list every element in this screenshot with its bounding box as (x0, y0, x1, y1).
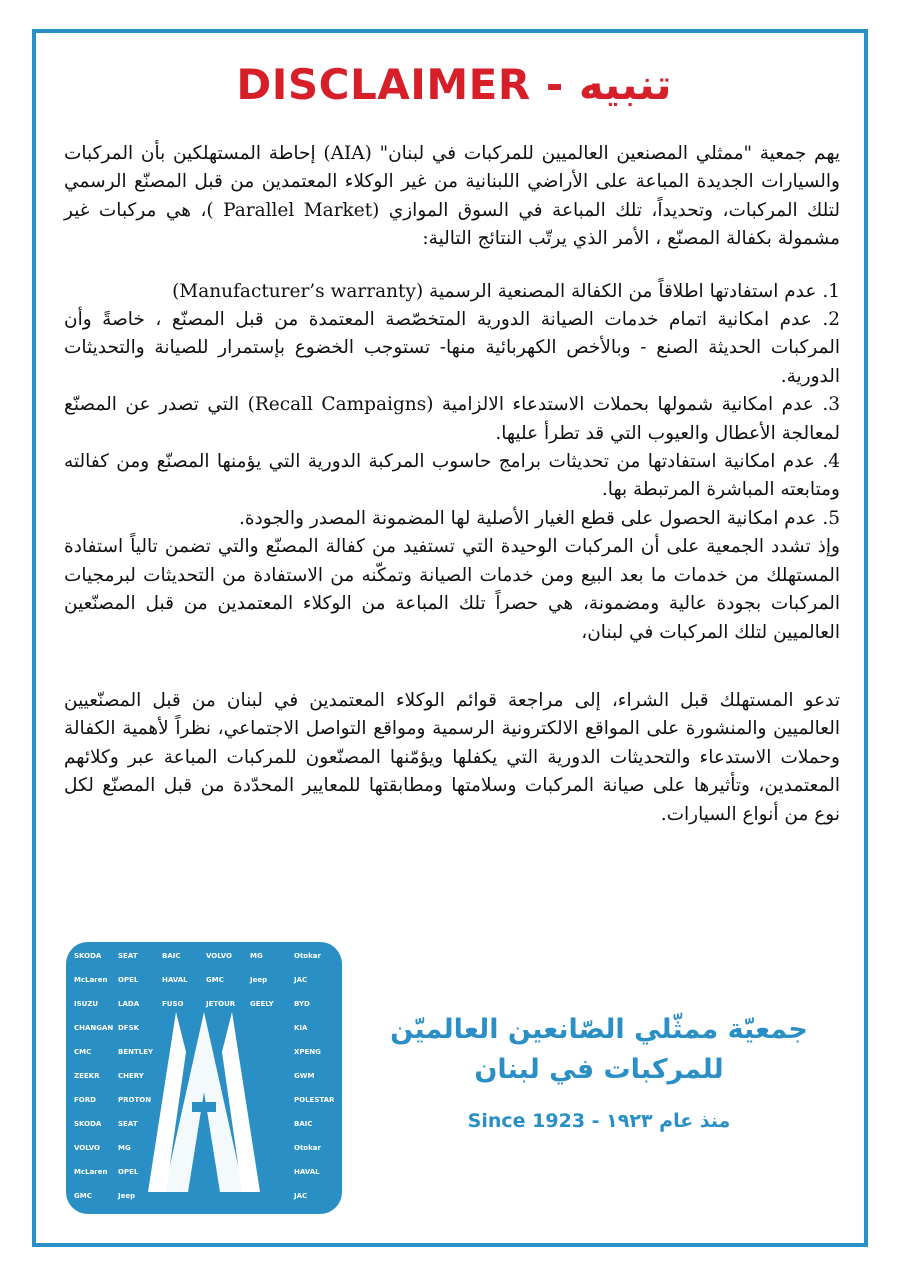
brand-logo: SKODA (74, 952, 102, 960)
brand-logo: GMC (74, 1192, 92, 1200)
org-since: Since 1923 - منذ عام ١٩٢٣ (467, 1110, 731, 1132)
brand-logo: FORD (74, 1096, 96, 1104)
brand-logo: BENTLEY (118, 1048, 154, 1056)
intro-paragraph: يهم جمعية "ممثلي المصنعين العالميين للمركبات في لبنان" (AIA) إحاطة المستهلكين بأن المركبات والسيارات الجديدة المباعة على الأراضي اللبنانية من غير الوكلاء المعتمدين من قبل المصنّع الرسمي لتلك المركبات، وتحديداً، تلك المباعة في السوق الموازي (Parallel Market )، هي مركبات غير مشمولة بكفالة المصنّع ، الأمر الذي يرتّب النتائج التالية: (64, 143, 840, 250)
brand-logo: CMC (74, 1048, 92, 1056)
list-item: 1. عدم استفادتها اطلاقاً من الكفالة المصنعية الرسمية (Manufacturer’s warranty) (172, 280, 840, 302)
brand-logo: JAC (294, 976, 308, 984)
brand-logo: MG (118, 1144, 131, 1152)
brand-logo: Jeep (250, 976, 268, 984)
org-name-line1: جمعيّة ممثّلي الصّانعين العالميّن (390, 1014, 808, 1045)
brand-logo: GEELY (250, 1000, 274, 1008)
brand-logo: McLaren (74, 976, 108, 984)
brand-logo: FUSO (162, 1000, 184, 1008)
brand-logo: Otokar (294, 952, 321, 960)
paragraph-call-to-action: تدعو المستهلك قبل الشراء، إلى مراجعة قوائم الوكلاء المعتمدين في لبنان من قبل المصنّعيين العالميين والمنشورة على المواقع الالكترونية الرسمية ومواقع التواصل الاجتماعي، نظراً لأهمية الكفالة وحملات الاستدعاء والتحديثات الدورية التي يكفلها ويؤمّنها المصنّعون للمركبات المباعة عبر وكلائهم المعتمدين، وتأثيرها على صيانة المركبات وسلامتها ومطابقتها للمعايير المحدّدة من قبل المصنّع لكل نوع من أنواع السيارات. (64, 689, 840, 825)
brand-logo: PROTON (118, 1096, 152, 1104)
brand-logo: BYD (294, 1000, 310, 1008)
brand-logo: VOLVO (74, 1144, 100, 1152)
brand-logo: KIA (294, 1024, 308, 1032)
brand-logo: GMC (206, 976, 224, 984)
brand-logo: SKODA (74, 1120, 102, 1128)
brand-logo: BAIC (162, 952, 181, 960)
brand-logo: DFSK (118, 1024, 140, 1032)
brand-logo: CHANGAN (74, 1024, 114, 1032)
brand-logo: SEAT (118, 952, 138, 960)
brand-logo: JAC (294, 1192, 308, 1200)
page-title: DISCLAIMER - تنبيه (236, 60, 672, 109)
brand-logo: OPEL (118, 1168, 139, 1176)
list-item: 4. عدم امكانية استفادتها من تحديثات برامج حاسوب المركبة الدورية التي يؤمنها المصنّع ومن كفالته ومتابعته المباشرة المرتبطة بها. (64, 451, 840, 501)
brand-logo: ZEEKR (74, 1072, 100, 1080)
brand-logo: SEAT (118, 1120, 138, 1128)
brand-logo: OPEL (118, 976, 139, 984)
brand-logo: GWM (294, 1072, 315, 1080)
paragraph-emphasis: وإذ تشدد الجمعية على أن المركبات الوحيدة التي تستفيد من كفالة المصنّع والتي تضمن تالياً استفادة المستهلك من خدمات ما بعد البيع ومن خدمات الصيانة وتمكّنه من الاستفادة من التحديثات لبرمجيات المركبات بجودة عالية ومضمونة، هي حصراً تلك المباعة من الوكلاء المعتمدين من قبل المصنّعين العالميين لتلك المركبات في لبنان، (64, 536, 840, 643)
brand-logo: HAVAL (294, 1168, 320, 1176)
organization-name (360, 1010, 838, 1136)
disclaimer-body (64, 140, 840, 829)
list-item: 3. عدم امكانية شمولها بحملات الاستدعاء الالزامية (Recall Campaigns) التي تصدر عن المصنّع لمعالجة الأعطال والعيوب التي قد تطرأ عليها. (64, 394, 841, 444)
brand-logo: MG (250, 952, 263, 960)
brand-logo: XPENG (294, 1048, 321, 1056)
brand-logo: Jeep (118, 1192, 136, 1200)
list-item: 5. عدم امكانية الحصول على قطع الغيار الأصلية لها المضمونة المصدر والجودة. (238, 507, 840, 529)
aia-logo (66, 942, 342, 1214)
brand-logo: LADA (118, 1000, 140, 1008)
brand-logo: Otokar (294, 1144, 321, 1152)
brand-logo: POLESTAR (294, 1096, 335, 1104)
brand-logo: CHERY (118, 1072, 144, 1080)
brand-logo: ISUZU (74, 1000, 99, 1008)
brand-logo: HAVAL (162, 976, 188, 984)
list-item: 2. عدم امكانية اتمام خدمات الصيانة الدورية المتخصّصة المعتمدة من قبل المصنّع ، خاصةً وأن المركبات الحديثة الصنع - وبالأخص الكهربائية منها- تستوجب الخضوع بإستمرار للصيانة والتحديثات الدورية. (64, 309, 840, 387)
brand-logo: McLaren (74, 1168, 108, 1176)
org-name-line2: للمركبات في لبنان (474, 1054, 724, 1085)
brand-logo: VOLVO (206, 952, 232, 960)
brand-logo: BAIC (294, 1120, 313, 1128)
brand-logo: JETOUR (206, 1000, 236, 1008)
